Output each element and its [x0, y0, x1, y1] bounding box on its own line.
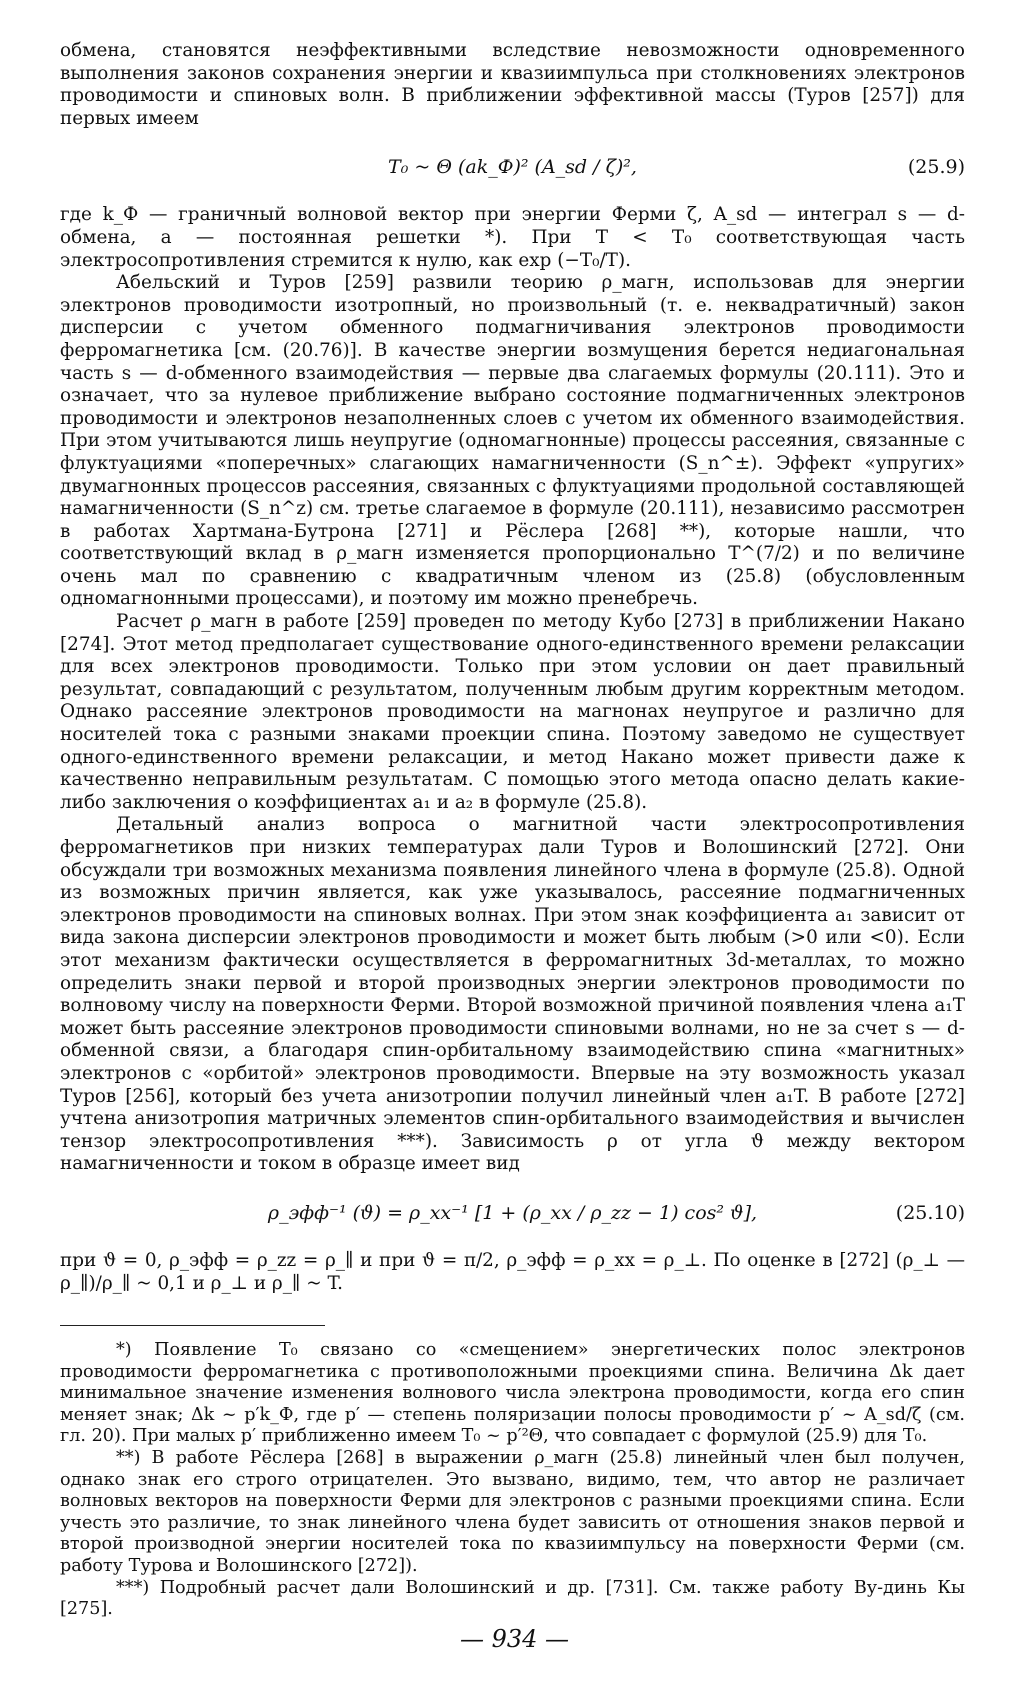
footnote-2: **) В работе Рёслера [268] в выражении ρ_магн (25.8) линейный член был получен, однако знак его строго отрицателен. Это вызвано, видимо, тем, что автор не различает волновых векторов на поверхности Ферми для электронов с разными проекциями спина. Если учесть это различие, то знак линейного члена будет зависить от отношения знаков первой и второй производной энергии носителей тока по квазиимпульсу на поверхности Ферми (см. работу Турова и Волошинского [272]). [60, 1448, 965, 1577]
footnotes [60, 1340, 965, 1621]
footnote-rule [60, 1325, 325, 1326]
equation-body: ρ_эфф⁻¹ (ϑ) = ρ_xx⁻¹ [1 + (ρ_xx / ρ_zz − 1) cos² ϑ], [267, 1201, 758, 1224]
equation-body: T₀ ~ Θ (ak_Ф)² (A_sd / ζ)², [388, 156, 637, 179]
equation-25-9 [60, 130, 965, 204]
equation-number: (25.10) [895, 1201, 965, 1224]
paragraph-2: где k_Ф — граничный волновой вектор при энергии Ферми ζ, A_sd — интеграл s — d-обмена, a — постоянная решетки *). При T < T₀ соответствующая часть электросопротивления стремится к нулю, как exp (−T₀/T). [60, 204, 965, 271]
paragraph-3: Абельский и Туров [259] развили теорию ρ_магн, использовав для энергии электронов проводимости изотропный, но произвольный (т. е. неквадратичный) закон дисперсии с учетом обменного подмагничивания электронов проводимости ферромагнетика [см. (20.76)]. В качестве энергии возмущения берется недиагональная часть s — d-обменного взаимодействия — первые два слагаемых формулы (20.111). Это и означает, что за нулевое приближение выбрано состояние подмагниченных электронов проводимости и электронов незаполненных слоев с учетом их обменного взаимодействия. При этом учитываются лишь неупругие (одномагнонные) процессы рассеяния, связанные с флуктуациями «поперечных» слагающих намагниченности (S_n^±). Эффект «упругих» двумагнонных процессов рассеяния, связанных с флуктуациями продольной составляющей намагниченности (S_n^z) см. третье слагаемое в формуле (20.111), независимо рассмотрен в работах Хартмана-Бутрона [271] и Рёслера [268] **), которые нашли, что соответствующий вклад в ρ_магн изменяется пропорционально T^(7/2) и по величине очень мал по сравнению с квадратичным членом из (25.8) (обусловленным одномагнонными процессами), и поэтому им можно пренебречь. [60, 272, 965, 610]
paragraph-5: Детальный анализ вопроса о магнитной части электросопротивления ферромагнетиков при низких температурах дали Туров и Волошинский [272]. Они обсуждали три возможных механизма появления линейного члена в формуле (25.8). Одной из возможных причин является, как уже указывалось, рассеяние подмагниченных электронов проводимости на спиновых волнах. При этом знак коэффициента a₁ зависит от вида закона дисперсии электронов проводимости и может быть любым (>0 или <0). Если этот механизм фактически осуществляется в ферромагнитных 3d-металлах, то можно определить знаки первой и второй производных энергии электронов проводимости по волновому числу на поверхности Ферми. Второй возможной причиной появления члена a₁T может быть рассеяние электронов проводимости спиновыми волнами, но не за счет s — d-обменной связи, а благодаря спин-орбитальному взаимодействию спина «магнитных» электронов с «орбитой» электронов проводимости. Впервые на эту возможность указал Туров [256], который без учета анизотропии получил линейный член a₁T. В работе [272] учтена анизотропия матричных элементов спин-орбитального взаимодействия и вычислен тензор электросопротивления ***). Зависимость ρ от угла ϑ между вектором намагниченности и током в образце имеет вид [60, 814, 965, 1175]
page-text [60, 40, 965, 1621]
equation-number: (25.9) [907, 156, 965, 179]
footnote-1: *) Появление T₀ связано со «смещением» энергетических полос электронов проводимости ферромагнетика с противоположными проекциями спина. Величина Δk дает минимальное значение изменения волнового числа электрона проводимости, когда его спин меняет знак; Δk ~ p′k_Ф, где p′ — степень поляризации полосы проводимости p′ ~ A_sd/ζ (см. гл. 20). При малых p′ приближенно имеем T₀ ~ p′²Θ, что совпадает с формулой (25.9) для T₀. [60, 1340, 965, 1447]
paragraph-6: при ϑ = 0, ρ_эфф = ρ_zz = ρ_∥ и при ϑ = π/2, ρ_эфф = ρ_xx = ρ_⊥. По оценке в [272] (ρ_⊥ — ρ_∥)/ρ_∥ ~ 0,1 и ρ_⊥ и ρ_∥ ~ T. [60, 1249, 965, 1294]
equation-25-10 [60, 1176, 965, 1250]
paragraph-4: Расчет ρ_магн в работе [259] проведен по методу Кубо [273] в приближении Накано [274]. Этот метод предполагает существование одного-единственного времени релаксации для всех электронов проводимости. Только при этом условии он дает правильный результат, совпадающий с результатом, полученным любым другим корректным методом. Однако рассеяние электронов проводимости на магнонах неупругое и различно для носителей тока с разными знаками проекции спина. Поэтому заведомо не существует одного-единственного времени релаксации, и метод Накано может привести даже к качественно неправильным результатам. С помощью этого метода опасно делать какие-либо заключения о коэффициентах a₁ и a₂ в формуле (25.8). [60, 611, 965, 813]
paragraph-1: обмена, становятся неэффективными вследствие невозможности одновременного выполнения законов сохранения энергии и квазиимпульса при столкновениях электронов проводимости и спиновых волн. В приближении эффективной массы (Туров [257]) для первых имеем [60, 40, 965, 129]
footnote-3: ***) Подробный расчет дали Волошинский и др. [731]. См. также работу Ву-динь Кы [275]. [60, 1577, 965, 1620]
page-number: — 934 — [459, 1625, 570, 1653]
